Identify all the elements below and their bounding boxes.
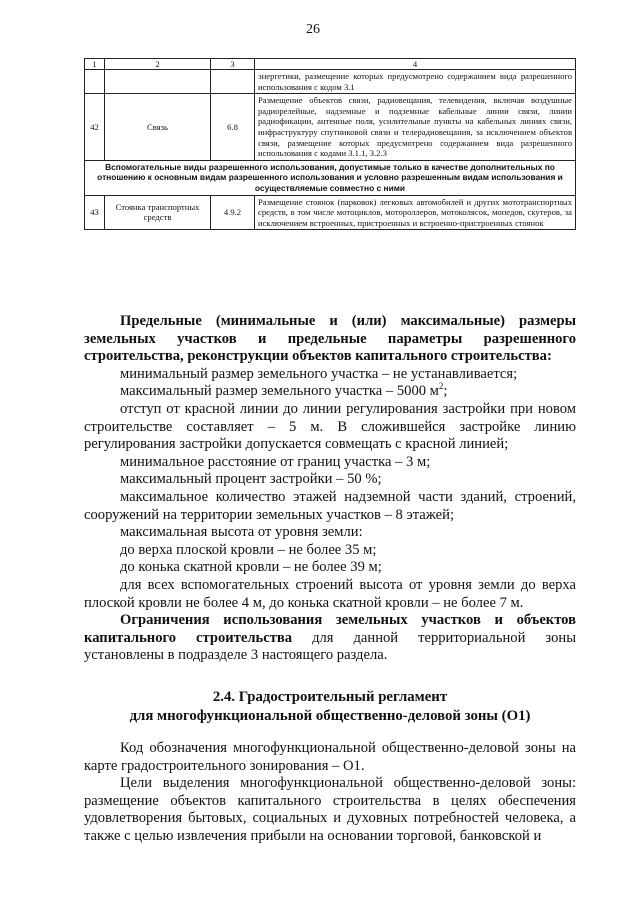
limits-section (84, 313, 576, 665)
table-section-row (85, 160, 576, 195)
use-type-name: Стоянка транспортных средств (105, 195, 211, 230)
page-number: 26 (306, 22, 320, 37)
limits-aux-buildings: для всех вспомогательных строений высота от уровня земли до верха плоской кровли не более 4 м, до конька скатной кровли – не более 7 м. (84, 576, 576, 611)
regulation-table (84, 58, 576, 230)
limits-max-plot: максимальный размер земельного участка – 5000 $м^2$; (120, 381, 448, 400)
section-title-line2: для многофункциональной общественно-деловой зоны (О1) (129, 708, 531, 724)
limits-max-floors: максимальное количество этажей надземной части зданий, строений, сооружений на территории земельных участков – 8 этажей; (84, 488, 576, 523)
use-type-code: 4.9.2 (211, 195, 255, 230)
zone-goals-paragraph: Цели выделения многофункциональной общественно-деловой зоны: размещение объектов капитального строительства в целях обеспечения удовлетворения бытовых, социальных и духовных потребностей человека, а также с целью извлечения прибыли на основании торговой, банковской и (84, 775, 576, 844)
use-type-description: Размещение стоянок (парковок) легковых автомобилей и других мототранспортных средств, в том числе мотоциклов, мотороллеров, мотоколясок, мопедов, скутеров, за исключением встроенных, пристроенных и встроенно-пристроенных стоянок (255, 195, 576, 230)
limits-heading: Предельные (минимальные и (или) максимальные) размеры земельных участков и предельные параметры разрешенного строительства, реконструкции объектов капитального строительства: (84, 313, 576, 365)
table-header-cell: 3 (211, 59, 255, 70)
row-number: 43 (85, 195, 105, 230)
table-row (85, 195, 576, 230)
zone-code-paragraph: Код обозначения многофункциональной общественно-деловой зоны на карте градостроительного зонирования – О1. (84, 740, 576, 774)
table-header-cell: 1 (85, 59, 105, 70)
limits-max-height: максимальная высота от уровня земли: (120, 524, 363, 541)
continuation-description: энергетики, размещение которых предусмотрено содержанием вида разрешенного использования с кодом 3.1 (255, 70, 576, 94)
limits-min-distance: минимальное расстояние от границ участка – 3 м; (120, 453, 431, 470)
limits-min-plot: минимальный размер земельного участка – не устанавливается; (120, 365, 518, 382)
section-title (84, 688, 576, 726)
limits-setback: отступ от красной линии до линии регулирования застройки при новом строительстве составляет – 5 м. В сложившейся застройке линию регулирования застройки допускается совмещать с красной линией; (84, 400, 576, 453)
table-header-row (85, 59, 576, 70)
restrictions-paragraph: Ограничения использования земельных участков и объектов капитального строительства для данной территориальной зоны установлены в подразделе 3 настоящего раздела. (84, 612, 576, 664)
use-type-code: 6.8 (211, 94, 255, 161)
table-row (85, 94, 576, 161)
limits-pitched-roof: до конька скатной кровли – не более 39 м; (120, 559, 382, 576)
limits-flat-roof: до верха плоской кровли – не более 35 м; (120, 541, 377, 558)
limits-max-percent: максимальный процент застройки – 50 %; (120, 471, 382, 488)
table-header-cell: 2 (105, 59, 211, 70)
zone-description (84, 740, 576, 846)
section-title-line1: 2.4. Градостроительный регламент (212, 689, 448, 705)
table-row-continuation (85, 70, 576, 94)
use-type-description: Размещение объектов связи, радиовещания, телевидения, включая воздушные радиорелейные, надземные и подземные кабельные линии связи, линии радиофикации, антенные поля, усилительные пункты на кабельных линиях связи, инфраструктуру спутниковой связи и телерадиовещания, за исключением объектов связи, размещение которых предусмотрено содержанием вида разрешенного использования с кодами 3.1.1, 3.2.3 (255, 94, 576, 161)
use-type-name: Связь (105, 94, 211, 161)
table-header-cell: 4 (255, 59, 576, 70)
section-header: Вспомогательные виды разрешенного использования, допустимые только в качестве дополнительных по отношению к основным видам разрешенного использования и условно разрешенным видам использования и осуществляемые совместно с ними (85, 160, 576, 195)
row-number: 42 (85, 94, 105, 161)
